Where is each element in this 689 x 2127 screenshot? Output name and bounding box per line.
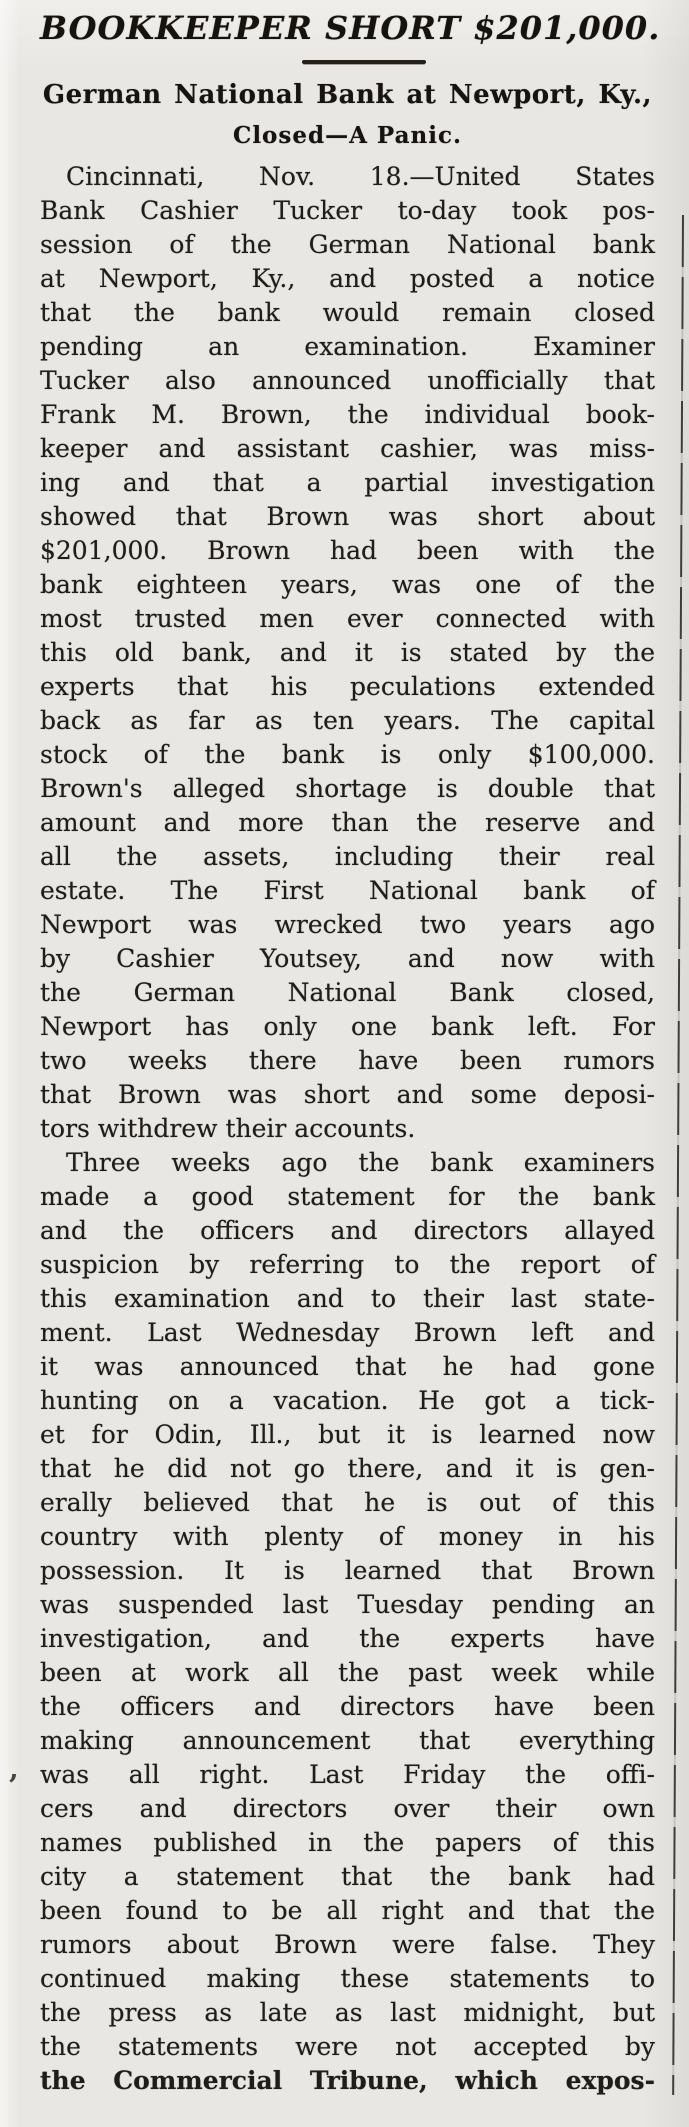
text-line: ment. Last Wednesday Brown left and — [40, 1318, 655, 1347]
text-line: all the assets, including their real — [40, 842, 655, 871]
text-line: Newport was wrecked two years ago — [40, 910, 655, 939]
margin-ink-mark: ’ — [8, 1769, 19, 1804]
text-line: investigation, and the experts have — [40, 1624, 655, 1653]
text-line: the German National Bank closed, — [40, 978, 655, 1007]
text-line: been found to be all right and that the — [40, 1896, 655, 1925]
text-line: was all right. Last Friday the offi- — [40, 1760, 655, 1789]
text-line: possession. It is learned that Brown — [40, 1556, 655, 1585]
text-line: amount and more than the reserve and — [40, 808, 655, 837]
text-line: been at work all the past week while — [40, 1658, 655, 1687]
text-line: was suspended last Tuesday pending an — [40, 1590, 655, 1619]
text-line: at Newport, Ky., and posted a notice — [40, 264, 655, 293]
headline-divider-rule — [302, 60, 426, 64]
text-line: two weeks there have been rumors — [40, 1046, 655, 1075]
text-line: Brown's alleged shortage is double that — [40, 774, 655, 803]
text-line: that Brown was short and some deposi- — [40, 1080, 655, 1109]
text-line: cers and directors over their own — [40, 1794, 655, 1823]
column-separator-rule — [672, 215, 684, 2095]
article-subheadline-line2: Closed—A Panic. — [233, 122, 462, 149]
text-line: session of the German National bank — [40, 230, 655, 259]
text-line: made a good statement for the bank — [40, 1182, 655, 1211]
article-paragraph-1 — [40, 160, 655, 1146]
text-line: the press as late as last midnight, but — [40, 1998, 655, 2027]
text-line: Frank M. Brown, the individual book- — [40, 400, 655, 429]
text-line: back as far as ten years. The capital — [40, 706, 655, 735]
text-line: bank eighteen years, was one of the — [40, 570, 655, 599]
text-line: that he did not go there, and it is gen- — [40, 1454, 655, 1483]
text-line: by Cashier Youtsey, and now with — [40, 944, 655, 973]
text-line: this examination and to their last state- — [40, 1284, 655, 1313]
text-line: Bank Cashier Tucker to-day took pos- — [40, 196, 655, 225]
text-line: Tucker also announced unofficially that — [40, 366, 655, 395]
article-paragraph-2 — [40, 1146, 655, 2098]
text-line: $201,000. Brown had been with the — [40, 536, 655, 565]
text-line: Three weeks ago the bank examiners — [66, 1148, 655, 1177]
text-line: continued making these statements to — [40, 1964, 655, 1993]
text-line: this old bank, and it is stated by the — [40, 638, 655, 667]
text-line: Cincinnati, Nov. 18.—United States — [66, 162, 655, 191]
article-subheadline-line1: German National Bank at Newport, Ky., — [42, 80, 653, 110]
text-line: erally believed that he is out of this — [40, 1488, 655, 1517]
text-line: most trusted men ever connected with — [40, 604, 655, 633]
text-line: making announcement that everything — [40, 1726, 655, 1755]
text-line: rumors about Brown were false. They — [40, 1930, 655, 1959]
article-body — [40, 160, 655, 2098]
text-line: pending an examination. Examiner — [40, 332, 655, 361]
article-column — [40, 0, 661, 2127]
text-line: suspicion by referring to the report of — [40, 1250, 655, 1279]
text-line: and the officers and directors allayed — [40, 1216, 655, 1245]
text-line: country with plenty of money in his — [40, 1522, 655, 1551]
text-line: ing and that a partial investigation — [40, 468, 655, 497]
text-line: the statements were not accepted by — [40, 2032, 655, 2061]
text-line: experts that his peculations extended — [40, 672, 655, 701]
article-headline: BOOKKEEPER SHORT $201,000. — [40, 9, 661, 47]
text-line: city a statement that the bank had — [40, 1862, 655, 1891]
text-line: names published in the papers of this — [40, 1828, 655, 1857]
text-line: the officers and directors have been — [40, 1692, 655, 1721]
text-line: it was announced that he had gone — [40, 1352, 655, 1381]
text-line: tors withdrew their accounts. — [40, 1114, 416, 1143]
text-line: keeper and assistant cashier, was miss- — [40, 434, 655, 463]
text-line: showed that Brown was short about — [40, 502, 655, 531]
text-line: estate. The First National bank of — [40, 876, 655, 905]
text-line: that the bank would remain closed — [40, 298, 655, 327]
text-line: et for Odin, Ill., but it is learned now — [40, 1420, 655, 1449]
text-line: the Commercial Tribune, which expos- — [40, 2066, 655, 2095]
text-line: Newport has only one bank left. For — [40, 1012, 655, 1041]
text-line: hunting on a vacation. He got a tick- — [40, 1386, 655, 1415]
text-line: stock of the bank is only $100,000. — [40, 740, 655, 769]
